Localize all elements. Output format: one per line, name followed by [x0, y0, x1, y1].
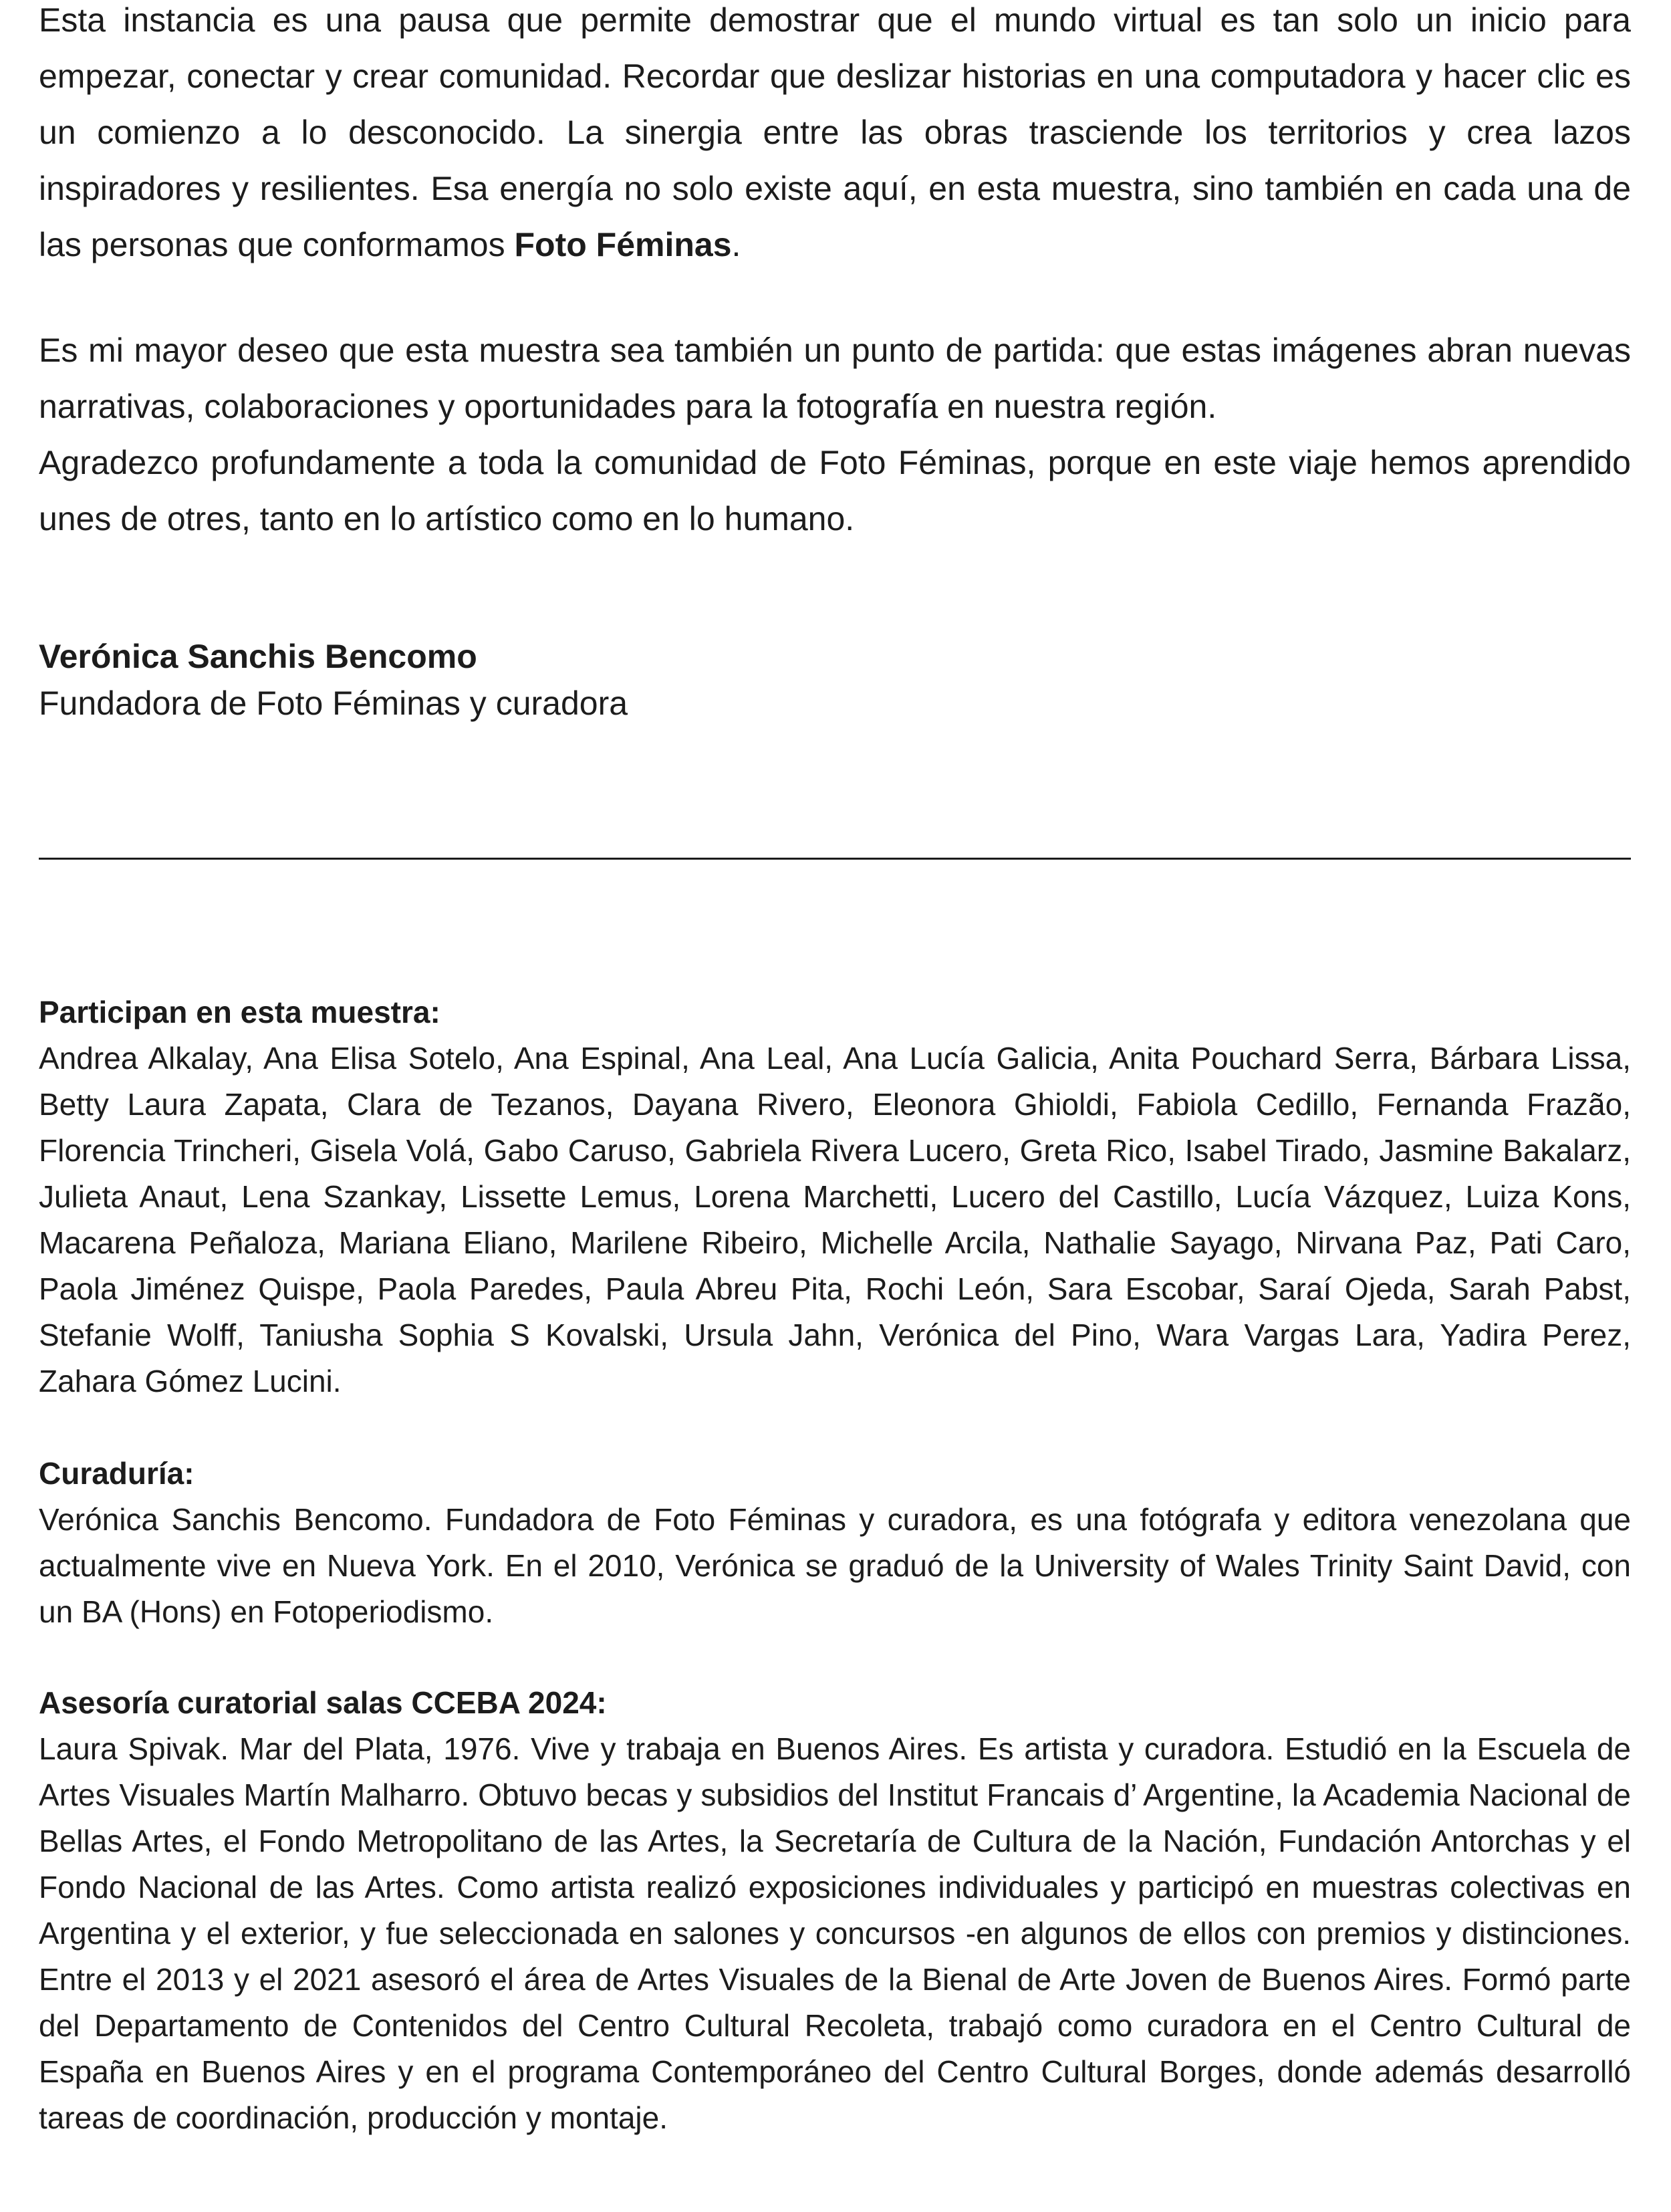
intro-paragraph-2-line-2: Agradezco profundamente a toda la comunidad de Foto Féminas, porque en este viaje hemos aprendido unes de otres, tanto en lo artístico como en lo humano. — [39, 444, 1631, 537]
intro-paragraph-1-bold: Foto Féminas — [514, 226, 732, 263]
intro-paragraph-1-text: Esta instancia es una pausa que permite demostrar que el mundo virtual es tan solo un inicio para empezar, conectar y crear comunidad. Recordar que deslizar historias en una computadora y hacer clic es un comienzo a lo desconocido. La sinergia entre las obras trasciende los territorios y crea lazos inspiradores y resilientes. Esa energía no solo existe aquí, en esta muestra, sino también en cada una de las personas que conformamos — [39, 1, 1631, 263]
intro-paragraph-2-line-1: Es mi mayor deseo que esta muestra sea también un punto de partida: que estas imágenes abran nuevas narrativas, colaboraciones y oportunidades para la fotografía en nuestra región. — [39, 332, 1631, 425]
intro-paragraph-1-end: . — [731, 226, 741, 263]
intro-paragraph-2 — [39, 322, 1631, 547]
curatorship-text: Verónica Sanchis Bencomo. Fundadora de Foto Féminas y curadora, es una fotógrafa y editora venezolana que actualmente vive en Nueva York. En el 2010, Verónica se graduó de la University of Wales Trinity Saint David, con un BA (Hons) en Fotoperiodismo. — [39, 1502, 1631, 1629]
participants-heading: Participan en esta muestra: — [39, 995, 440, 1029]
section-divider — [39, 858, 1631, 860]
curatorship-heading: Curaduría: — [39, 1456, 195, 1491]
signature-role: Fundadora de Foto Féminas y curadora — [39, 685, 628, 722]
advisory-section — [39, 1680, 1631, 2141]
curatorship-section — [39, 1451, 1631, 1635]
intro-paragraph-1 — [39, 0, 1631, 273]
participants-section — [39, 989, 1631, 1404]
signature-name: Verónica Sanchis Bencomo — [39, 638, 477, 675]
advisory-text: Laura Spivak. Mar del Plata, 1976. Vive y trabaja en Buenos Aires. Es artista y curadora. Estudió en la Escuela de Artes Visuales Martín Malharro. Obtuvo becas y subsidios del Institut Francais d’ Argentine, la Academia Nacional de Bellas Artes, el Fondo Metropolitano de las Artes, la Secretaría de Cultura de la Nación, Fundación Antorchas y el Fondo Nacional de las Artes. Como artista realizó exposiciones individuales y participó en muestras colectivas en Argentina y el exterior, y fue seleccionada en salones y concursos -en algunos de ellos con premios y distinciones. Entre el 2013 y el 2021 asesoró el área de Artes Visuales de la Bienal de Arte Joven de Buenos Aires. Formó parte del Departamento de Contenidos del Centro Cultural Recoleta, trabajó como curadora en el Centro Cultural de España en Buenos Aires y en el programa Contemporáneo del Centro Cultural Borges, donde además desarrolló tareas de coordinación, producción y montaje. — [39, 1731, 1631, 2135]
participants-text: Andrea Alkalay, Ana Elisa Sotelo, Ana Espinal, Ana Leal, Ana Lucía Galicia, Anita Pouchard Serra, Bárbara Lissa, Betty Laura Zapata, Clara de Tezanos, Dayana Rivero, Eleonora Ghioldi, Fabiola Cedillo, Fernanda Frazão, Florencia Trincheri, Gisela Volá, Gabo Caruso, Gabriela Rivera Lucero, Greta Rico, Isabel Tirado, Jasmine Bakalarz, Julieta Anaut, Lena Szankay, Lissette Lemus, Lorena Marchetti, Lucero del Castillo, Lucía Vázquez, Luiza Kons, Macarena Peñaloza, Mariana Eliano, Marilene Ribeiro, Michelle Arcila, Nathalie Sayago, Nirvana Paz, Pati Caro, Paola Jiménez Quispe, Paola Paredes, Paula Abreu Pita, Rochi León, Sara Escobar, Saraí Ojeda, Sarah Pabst, Stefanie Wolff, Taniusha Sophia S Kovalski, Ursula Jahn, Verónica del Pino, Wara Vargas Lara, Yadira Perez, Zahara Gómez Lucini. — [39, 1041, 1631, 1398]
advisory-heading: Asesoría curatorial salas CCEBA 2024: — [39, 1685, 607, 1720]
signature-block — [39, 633, 1631, 727]
